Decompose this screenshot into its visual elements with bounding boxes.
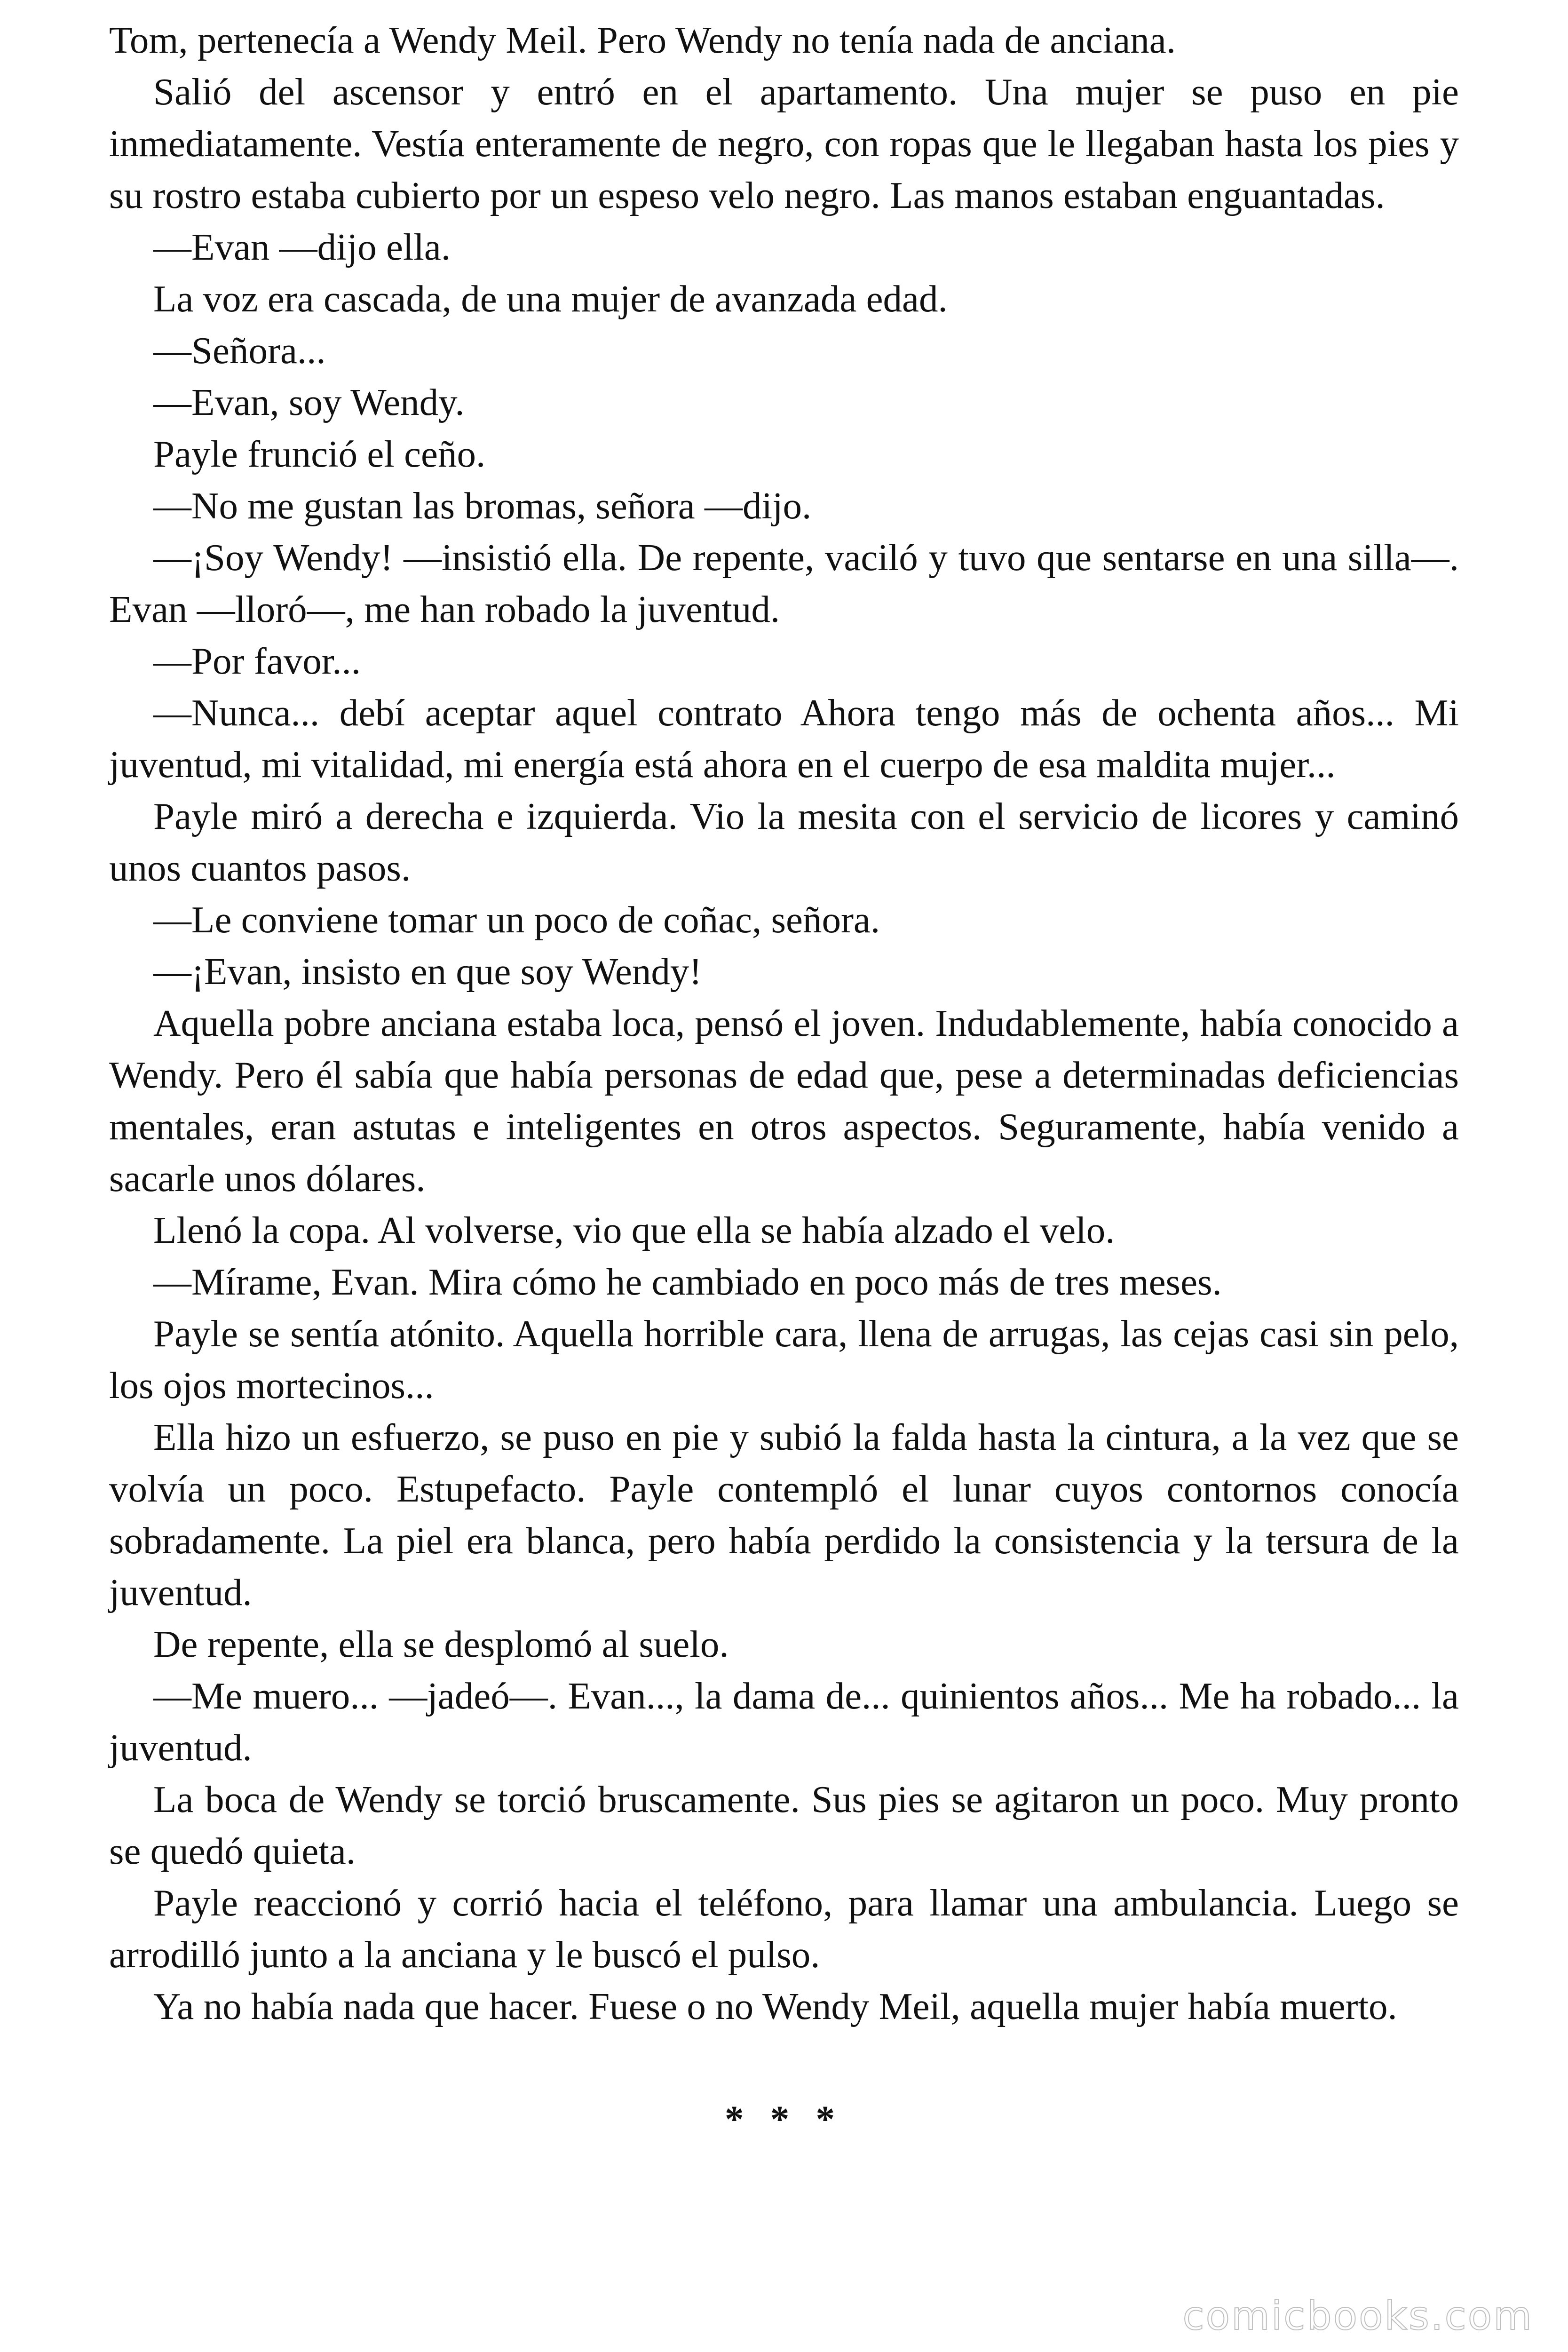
paragraph: —Me muero... —jadeó—. Evan..., la dama de... quinientos años... Me ha robado... la juventud. [109, 1675, 1459, 1769]
paragraph: —Le conviene tomar un poco de coñac, señora. [153, 898, 880, 941]
paragraph: Salió del ascensor y entró en el apartamento. Una mujer se puso en pie inmediatamente. Vestía enteramente de negro, con ropas que le llegaban hasta los pies y su rostro estaba cubierto por un espeso velo negro. Las manos estaban enguantadas. [109, 71, 1459, 216]
paragraph: La boca de Wendy se torció bruscamente. Sus pies se agitaron un poco. Muy pronto se quedó quieta. [109, 1778, 1459, 1872]
paragraph: Ya no había nada que hacer. Fuese o no Wendy Meil, aquella mujer había muerto. [153, 1985, 1397, 2027]
paragraph: De repente, ella se desplomó al suelo. [153, 1623, 729, 1665]
paragraph: Payle se sentía atónito. Aquella horrible cara, llena de arrugas, las cejas casi sin pelo, los ojos mortecinos... [109, 1312, 1459, 1406]
paragraph: Payle frunció el ceño. [153, 433, 486, 475]
paragraph: Ella hizo un esfuerzo, se puso en pie y subió la falda hasta la cintura, a la vez que se volvía un poco. Estupefacto. Payle contempló el lunar cuyos contornos conocía sobradamente. La piel era blanca, pero había perdido la consistencia y la tersura de la juventud. [109, 1416, 1459, 1613]
paragraph: Llenó la copa. Al volverse, vio que ella se había alzado el velo. [153, 1209, 1115, 1251]
paragraph: Payle miró a derecha e izquierda. Vio la mesita con el servicio de licores y caminó unos cuantos pasos. [109, 795, 1459, 889]
watermark-logo: comicbooks.com [1182, 2293, 1533, 2339]
paragraph: —Evan —dijo ella. [153, 226, 451, 268]
paragraph: —¡Evan, insisto en que soy Wendy! [153, 950, 702, 993]
paragraph: —Nunca... debí aceptar aquel contrato Ahora tengo más de ochenta años... Mi juventud, mi vitalidad, mi energía está ahora en el cuerpo de esa maldita mujer... [109, 691, 1459, 786]
paragraph: —Mírame, Evan. Mira cómo he cambiado en poco más de tres meses. [153, 1261, 1222, 1303]
section-separator: * * * [725, 2098, 843, 2140]
paragraph: —¡Soy Wendy! —insistió ella. De repente, vaciló y tuvo que sentarse en una silla—. Evan —lloró—, me han robado la juventud. [109, 536, 1459, 630]
paragraph: Tom, pertenecía a Wendy Meil. Pero Wendy no tenía nada de anciana. [109, 19, 1176, 61]
paragraph: —No me gustan las bromas, señora —dijo. [153, 485, 812, 527]
paragraph: —Señora... [153, 329, 326, 372]
paragraph: Payle reaccionó y corrió hacia el teléfono, para llamar una ambulancia. Luego se arrodilló junto a la anciana y le buscó el pulso. [109, 1882, 1459, 1976]
paragraph: —Por favor... [153, 640, 361, 682]
paragraph: Aquella pobre anciana estaba loca, pensó el joven. Indudablemente, había conocido a Wendy. Pero él sabía que había personas de edad que, pese a determinadas deficiencias mentales, eran astutas e inteligentes en otros aspectos. Seguramente, había venido a sacarle unos dólares. [109, 1002, 1459, 1200]
paragraph: La voz era cascada, de una mujer de avanzada edad. [153, 278, 948, 320]
book-page [109, 14, 1459, 2145]
paragraph: —Evan, soy Wendy. [153, 381, 465, 423]
